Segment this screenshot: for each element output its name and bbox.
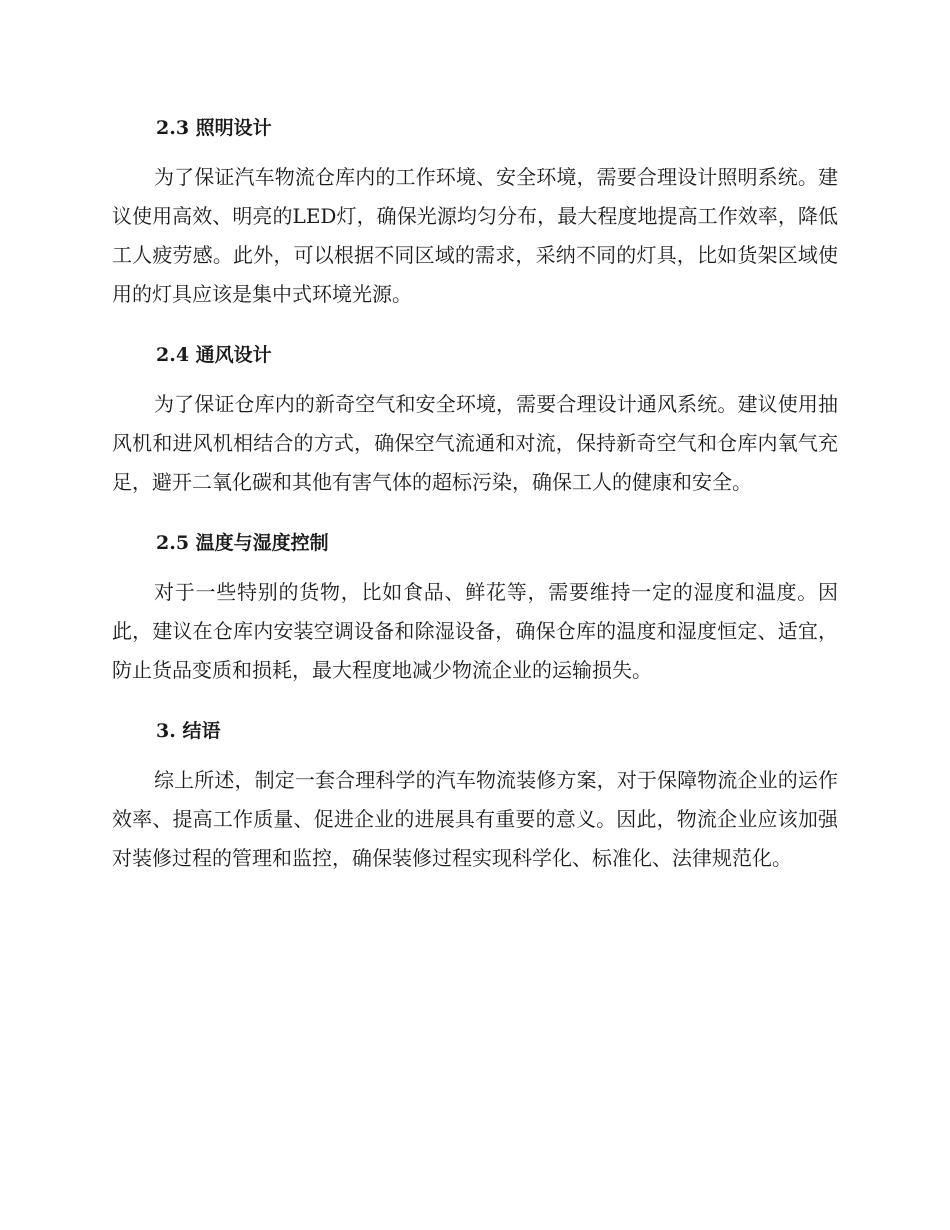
section-heading-conclusion: 3. 结语: [156, 720, 221, 742]
section-body-conclusion: 综上所述，制定一套合理科学的汽车物流装修方案，对于保障物流企业的运作效率、提高工作质量、促进企业的进展具有重要的意义。因此，物流企业应该加强对装修过程的管理和监控，确保装修过程实现科学化、标准化、法律规范化。: [112, 768, 838, 870]
section-heading-ventilation: 2.4 通风设计: [156, 344, 272, 366]
section-body-temperature-humidity: 对于一些特别的货物，比如食品、鲜花等，需要维持一定的湿度和温度。因此，建议在仓库内安装空调设备和除湿设备，确保仓库的温度和湿度恒定、适宜，防止货品变质和损耗，最大程度地减少物流企业的运输损失。: [112, 580, 838, 682]
section-heading-temperature-humidity: 2.5 温度与湿度控制: [156, 532, 329, 554]
document-page: [112, 108, 838, 899]
section-heading-lighting: 2.3 照明设计: [156, 117, 272, 139]
section-body-ventilation: 为了保证仓库内的新奇空气和安全环境，需要合理设计通风系统。建议使用抽风机和进风机相结合的方式，确保空气流通和对流，保持新奇空气和仓库内氧气充足，避开二氧化碳和其他有害气体的超标污染，确保工人的健康和安全。: [112, 392, 838, 494]
section-body-lighting: 为了保证汽车物流仓库内的工作环境、安全环境，需要合理设计照明系统。建议使用高效、明亮的LED灯，确保光源均匀分布，最大程度地提高工作效率，降低工人疲劳感。此外，可以根据不同区域的需求，采纳不同的灯具，比如货架区域使用的灯具应该是集中式环境光源。: [112, 165, 838, 306]
